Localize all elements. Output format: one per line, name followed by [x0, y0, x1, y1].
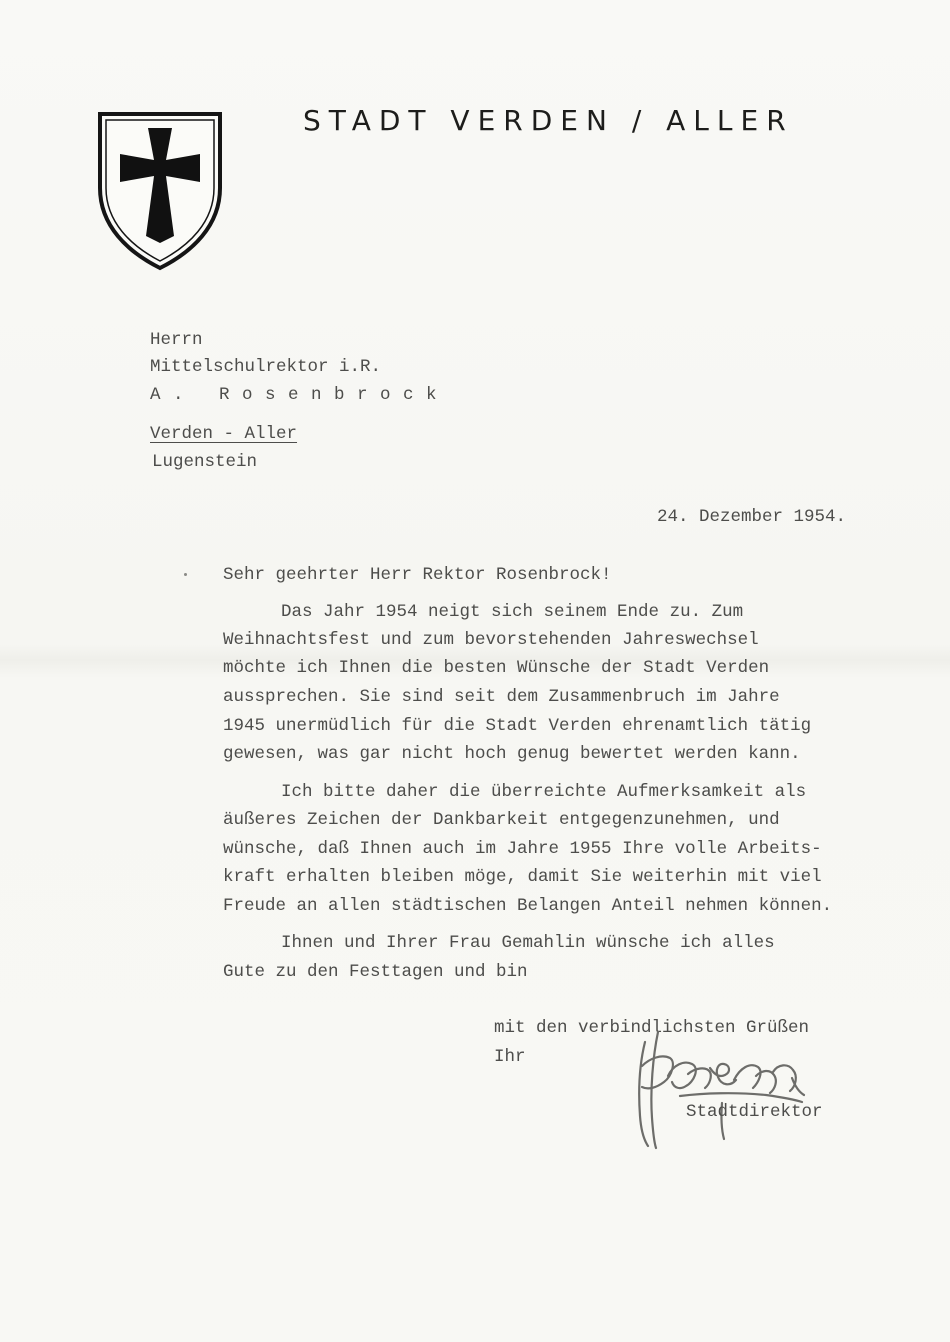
- letterhead-title: STADT VERDEN / ALLER: [303, 104, 794, 137]
- recipient-street-line: Lugenstein: [152, 452, 258, 472]
- paragraph-line: Das Jahr 1954 neigt sich seinem Ende zu. Zum: [281, 602, 744, 622]
- letter-date: 24. Dezember 1954.: [657, 507, 847, 527]
- closing-greeting: mit den verbindlichsten Grüßen: [494, 1018, 810, 1038]
- paragraph-line: Freude an allen städtischen Belangen Anteil nehmen können.: [223, 896, 833, 916]
- paragraph-line: 1945 unermüdlich für die Stadt Verden ehrenamtlich tätig: [223, 716, 812, 736]
- recipient-salutation-line: Herrn: [150, 330, 203, 350]
- paragraph-line: möchte ich Ihnen die besten Wünsche der Stadt Verden: [223, 658, 770, 678]
- margin-dot: [184, 573, 187, 576]
- paragraph-line: aussprechen. Sie sind seit dem Zusammenbruch im Jahre: [223, 687, 780, 707]
- paragraph-line: gewesen, was gar nicht hoch genug bewertet werden kann.: [223, 744, 801, 764]
- paragraph-line: Ich bitte daher die überreichte Aufmerksamkeit als: [281, 782, 807, 802]
- recipient-name-line: A. Rosenbrock: [150, 385, 450, 405]
- handwritten-signature: [628, 1020, 818, 1155]
- letter-salutation: Sehr geehrter Herr Rektor Rosenbrock!: [223, 565, 612, 585]
- signatory-title: Stadtdirektor: [686, 1102, 823, 1122]
- recipient-title-line: Mittelschulrektor i.R.: [150, 357, 382, 377]
- paragraph-line: Ihnen und Ihrer Frau Gemahlin wünsche ich alles: [281, 933, 775, 953]
- recipient-city-line: Verden - Aller: [150, 424, 298, 444]
- paragraph-line: wünsche, daß Ihnen auch im Jahre 1955 Ihre volle Arbeits-: [223, 839, 822, 859]
- coat-of-arms-icon: [96, 110, 224, 272]
- paragraph-line: Weihnachtsfest und zum bevorstehenden Jahreswechsel: [223, 630, 759, 650]
- closing-ihr: Ihr: [494, 1047, 526, 1067]
- paragraph-line: kraft erhalten bleiben möge, damit Sie weiterhin mit viel: [223, 867, 822, 887]
- paragraph-line: Gute zu den Festtagen und bin: [223, 962, 528, 982]
- paragraph-line: äußeres Zeichen der Dankbarkeit entgegenzunehmen, und: [223, 810, 780, 830]
